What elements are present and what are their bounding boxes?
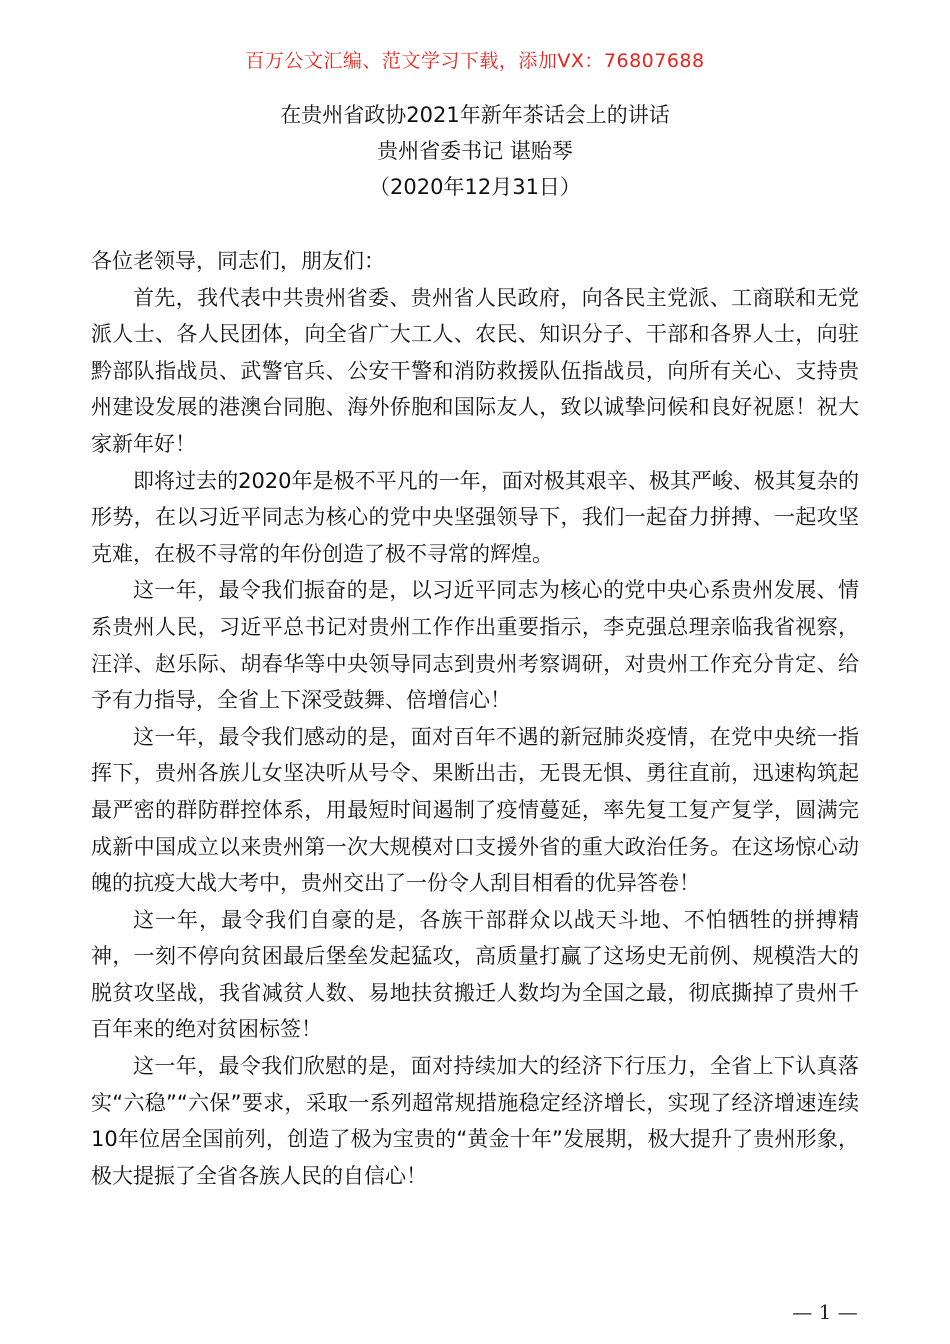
paragraph-gratified: 这一年，最令我们欣慰的是，面对持续加大的经济下行压力，全省上下认真落实“六稳”“六保”要求，采取一系列超常规措施稳定经济增长，实现了经济增速连续10年位居全国前列，创造了极为宝贵的“黄金十年”发展期，极大提升了贵州形象，极大提振了全省各族人民的自信心！ (91, 1054, 859, 1188)
speech-body (91, 243, 859, 1194)
document-title-block (0, 97, 950, 205)
paragraph-year-overview: 即将过去的2020年是极不平凡的一年，面对极其艰辛、极其严峻、极其复杂的形势，在以习近平同志为核心的党中央坚强领导下，我们一起奋力拼搏、一起攻坚克难，在极不寻常的年份创造了极不寻常的辉煌。 (91, 468, 859, 566)
paragraph-inspiring: 这一年，最令我们振奋的是，以习近平同志为核心的党中央心系贵州发展、情系贵州人民，习近平总书记对贵州工作作出重要指示，李克强总理亲临我省视察，汪洋、赵乐际、胡春华等中央领导同志到贵州考察调研，对贵州工作充分肯定、给予有力指导，全省上下深受鼓舞、倍增信心！ (91, 578, 859, 713)
salutation: 各位老领导，同志们，朋友们： (91, 249, 385, 273)
speech-date: （2020年12月31日） (369, 175, 581, 199)
paragraph-proud: 这一年，最令我们自豪的是，各族干部群众以战天斗地、不怕牺牲的拼搏精神，一刻不停向贫困最后堡垒发起猛攻，高质量打赢了这场史无前例、规模浩大的脱贫攻坚战，我省减贫人数、易地扶贫搬迁人数均为全国之最，彻底撕掉了贵州千百年来的绝对贫困标签！ (91, 907, 859, 1042)
page-number: — 1 — (792, 1300, 858, 1324)
paragraph-greeting: 首先，我代表中共贵州省委、贵州省人民政府，向各民主党派、工商联和无党派人士、各人民团体，向全省广大工人、农民、知识分子、干部和各界人士，向驻黔部队指战员、武警官兵、公安干警和消防救援队伍指战员，向所有关心、支持贵州建设发展的港澳台同胞、海外侨胞和国际友人，致以诚挚问候和良好祝愿！祝大家新年好！ (91, 285, 859, 456)
header-banner: 百万公文汇编、范文学习下载，添加VX：76807688 (245, 50, 705, 72)
speech-title: 在贵州省政协2021年新年茶话会上的讲话 (280, 103, 670, 127)
paragraph-moving: 这一年，最令我们感动的是，面对百年不遇的新冠肺炎疫情，在党中央统一指挥下，贵州各族儿女坚决听从号令、果断出击，无畏无惧、勇往直前，迅速构筑起最严密的群防群控体系，用最短时间遏制了疫情蔓延，率先复工复产复学，圆满完成新中国成立以来贵州第一次大规模对口支援外省的重大政治任务。在这场惊心动魄的抗疫大战大考中，贵州交出了一份令人刮目相看的优异答卷！ (91, 724, 859, 896)
speaker-line: 贵州省委书记 谌贻琴 (377, 139, 573, 163)
